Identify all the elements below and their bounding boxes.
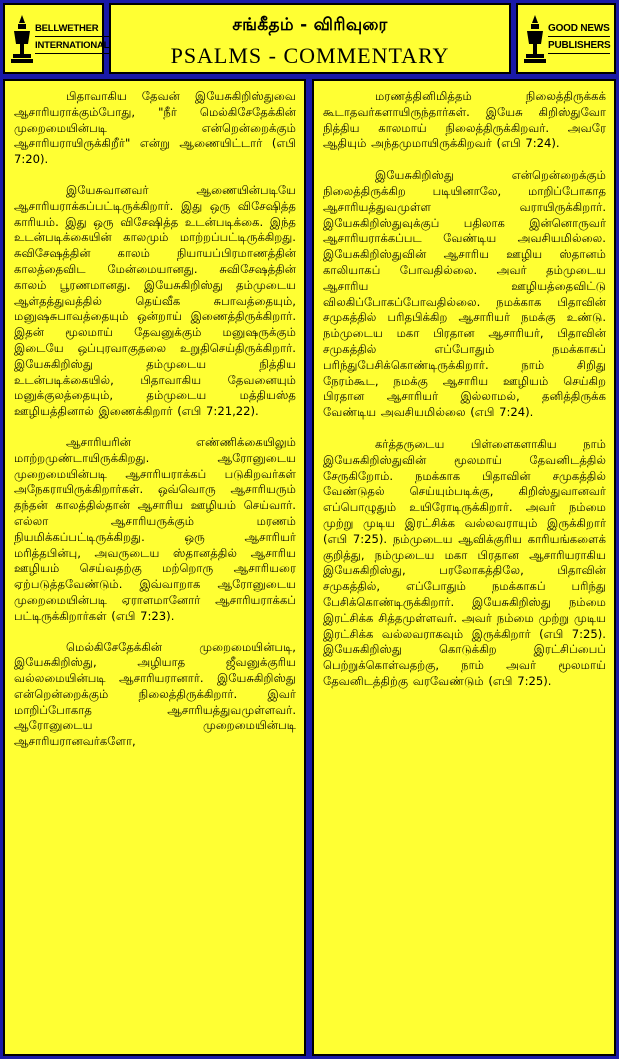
left-paragraph-4: மெல்கிசேதேக்கின் முறைமையின்படி, இயேசுகிறிஸ்து, அழியாத ஜீவனுக்குரிய வல்லமையின்படி ஆசாரியரானார். இயேசுகிறிஸ்து என்றென்றைக்கும் நிலைத்திருக்கிறார். இவர் மாறிப்போகாத ஆசாரியத்துவமுள்ளவர். ஆரோனுடைய முறைமையின்படி ஆசாரியரானவர்களோ, [14, 639, 296, 749]
good-news-logo-text [548, 22, 610, 56]
bellwether-line1: BELLWETHER [35, 22, 109, 37]
bellwether-logo [3, 3, 110, 74]
left-column [3, 79, 306, 1056]
left-paragraph-1: பிதாவாகிய தேவன் இயேசுகிறிஸ்துவை ஆசாரியராக்கும்போது, "நீர் மெல்கிசேதேக்கின் முறைமையின்படி என்றென்றைக்கும் ஆசாரியராயிருக்கிறீர்" என்று ஆணையிட்டார் (எபி 7:20). [14, 89, 296, 167]
lamp-icon [11, 14, 33, 64]
title-panel [109, 3, 511, 74]
good-news-logo-inner [518, 5, 614, 72]
bellwether-logo-inner [5, 5, 110, 72]
bellwether-logo-text [35, 22, 109, 56]
left-paragraph-3: ஆசாரியரின் எண்ணிக்கையிலும் மாற்றமுண்டாயிருக்கிறது. ஆரோனுடைய முறைமையின்படி ஆசாரியராக்கப் படுகிறவர்கள் அநேகராயிருக்கிறார்கள். ஒவ்வொரு ஆசாரியரும் தந்தன் காலத்தில்தான் ஆசாரிய ஊழியம் செய்வார். எல்லா ஆசாரியருக்கும் மரணம் நியமிக்கப்பட்டிருக்கிறது. ஒரு ஆசாரியர் மரித்தபின்பு, அவருடைய ஸ்தானத்தில் ஆசாரிய ஊழியம் செய்வதற்கு மற்றொரு ஆசாரியரை ஏற்படுத்தவேண்டும். இவ்வாறாக ஆரோனுடைய முறைமையின்படி ஏராளமானோர் ஆசாரியராக்கப் பட்டிருக்கிறார்கள் (எபி 7:23). [14, 434, 296, 623]
right-paragraph-1: மரணத்தினிமித்தம் நிலைத்திருக்கக் கூடாதவர்களாயிருந்தார்கள். இயேசு கிறிஸ்துவோ நித்திய காலமாய் நிலைத்திருக்கிறவர். அவரே ஆதியும் அந்தமுமாயிருக்கிறவர் (எபி 7:24). [323, 89, 606, 151]
title-english: PSALMS - COMMENTARY [170, 43, 450, 68]
bellwether-line2: INTERNATIONAL [35, 39, 109, 54]
good-news-logo [516, 3, 616, 74]
left-paragraph-2: இயேசுவானவர் ஆணையின்படியே ஆசாரியராக்கப்பட்டிருக்கிறார். இது ஒரு விசேஷித்த காரியம். இது ஒரு விசேஷித்த உடன்படிக்கை. இந்த உடன்படிக்கையின் காலமும் மாற்றப்பட்டிருக்கிறது. சுவிசேஷத்தின் காலம் நியாயப்பிரமாணத்தின் காலத்தைவிட மேன்மையானது. சுவிசேஷத்தின் காலம் பூரணமானது. இயேசுகிறிஸ்து தம்முடைய ஆள்தத்துவத்தில் தெய்வீக சுபாவத்தையும், மனுஷசுபாவத்தையும் ஒன்றாய் இணைத்திருக்கிறார். இதன் மூலமாய் தேவனுக்கும் மனுஷருக்கும் இடையே ஒப்புரவாகுதலை உறுதிசெய்திருக்கிறார். இயேசுகிறிஸ்து தம்முடைய நித்திய உடன்படிக்கையில், பிதாவாகிய தேவனையும் மனுக்குலத்தையும், தம்முடைய மத்தியஸ்த ஊழியத்தினால் இணைக்கிறார் (எபி 7:21,22). [14, 182, 296, 419]
title-tamil: சங்கீதம் - விரிவுரை [232, 15, 388, 35]
good-news-line1: GOOD NEWS [548, 22, 610, 37]
right-paragraph-3: கர்த்தருடைய பிள்ளைகளாகிய நாம் இயேசுகிறிஸ்துவின் மூலமாய் தேவனிடத்தில் சேருகிறோம். நமக்காக பிதாவின் சமுகத்தில் வேண்டுதல் செய்யும்படிக்கு, கிறிஸ்துவானவர் எப்பொழுதும் உயிரோடிருக்கிறார். அவர் நம்மை முற்று முடிய இரட்சிக்க வல்லவராயும் இருக்கிறார் (எபி 7:25). நம்முடைய ஆவிக்குரிய காரியங்களைக் குறித்து, நம்முடைய மகா பிரதான ஆசாரியராகிய இயேசுகிறிஸ்து, பரலோகத்திலே, பிதாவின் சமுகத்தில், எப்போதும் நமக்காகப் பரிந்து பேசிக்கொண்டிருக்கிறார். இயேசுகிறிஸ்து நம்மை இரட்சிக்க சித்தமுள்ளவர். அவர் நம்மை முற்று முடிய இரட்சிக்க வல்லவராகவும் இருக்கிறார் (எபி 7:25). இயேசுகிறிஸ்து கொடுக்கிற இரட்சிப்பைப் பெற்றுக்கொள்வதற்கு, நாம் அவர் மூலமாய் தேவனிடத்திற்கு வரவேண்டும் (எபி 7:25). [323, 436, 606, 688]
lamp-icon [524, 14, 546, 64]
right-paragraph-2: இயேசுகிறிஸ்து என்றென்றைக்கும் நிலைத்திருக்கிற படியினாலே, மாறிப்போகாத ஆசாரியத்துவமுள்ள வராயிருக்கிறார். இயேசுகிறிஸ்துவுக்குப் பதிலாக இன்னொருவர் ஆசாரியராக்கப்பட வேண்டிய அவசியமில்லை. இயேசுகிறிஸ்துவின் ஆசாரிய ஊழிய ஸ்தானம் காலியாகப் போவதில்லை. அவர் தம்முடைய ஆசாரிய ஊழியத்தைவிட்டு விலகிப்போகப்போவதில்லை. நமக்காக பிதாவின் சமுகத்தில் பரிதபிக்கிற ஆசாரியர் நமக்கு உண்டு. நம்முடைய மகா பிரதான ஆசாரியர், பிதாவின் சமுகத்தில் எப்போதும் நமக்காகப் பரிந்துபேசிக்கொண்டிருக்கிறார். நாம் சிறிது நேரம்கூட, நமக்கு ஆசாரிய ஊழியம் செய்கிற பிரதான ஆசாரியர் இல்லாமல், தனித்திருக்க வேண்டிய அவசியமில்லை (எபி 7:24). [323, 168, 606, 420]
right-column [312, 79, 616, 1056]
good-news-line2: PUBLISHERS [548, 39, 610, 54]
